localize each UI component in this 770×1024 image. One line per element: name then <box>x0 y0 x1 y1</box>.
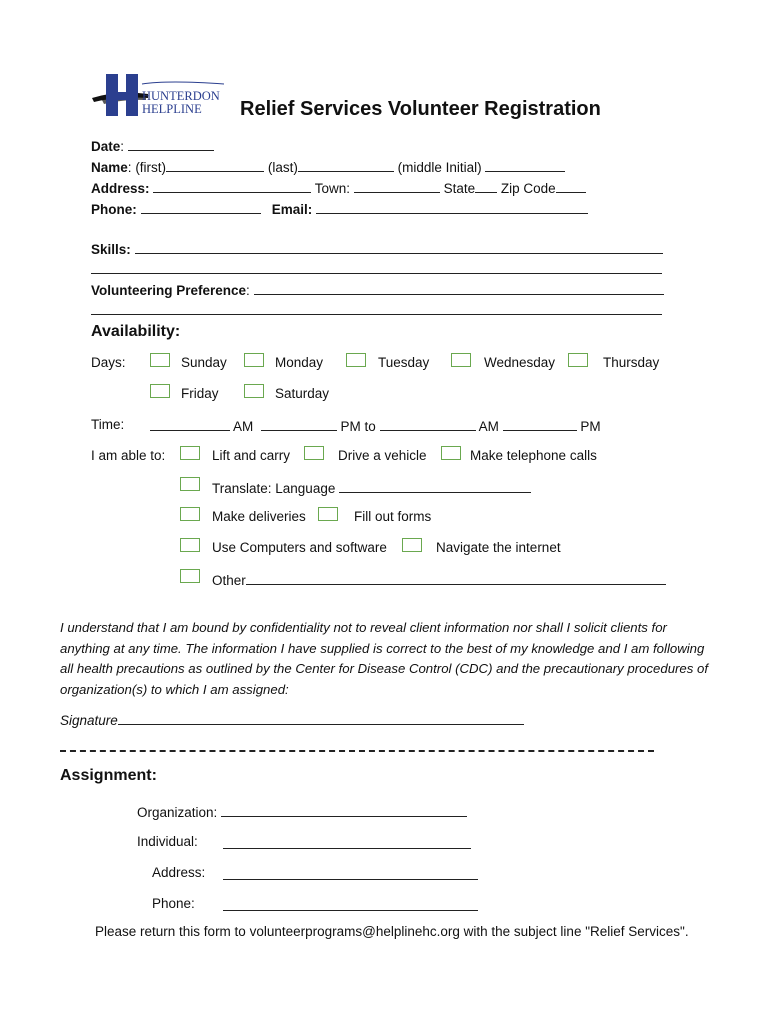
first-name-field[interactable] <box>166 158 264 172</box>
friday-checkbox[interactable] <box>150 384 170 398</box>
preference-row <box>91 281 664 299</box>
other-label: Other <box>212 573 246 588</box>
address-field[interactable] <box>153 179 311 193</box>
hunterdon-helpline-logo <box>88 72 228 122</box>
last-name-field[interactable] <box>298 158 394 172</box>
section-divider <box>60 750 654 752</box>
lift-carry-checkbox[interactable] <box>180 446 200 460</box>
translate-label: Translate: Language <box>212 481 336 496</box>
preference-field[interactable] <box>254 281 664 295</box>
internet-label: Navigate the internet <box>436 540 561 555</box>
deliveries-checkbox[interactable] <box>180 507 200 521</box>
tuesday-label: Tuesday <box>378 355 430 370</box>
page-title: Relief Services Volunteer Registration <box>240 98 601 120</box>
date-colon: : <box>120 139 125 154</box>
middle-initial-label: (middle Initial) <box>397 160 482 175</box>
other-field[interactable] <box>246 571 666 585</box>
preference-field-line-2[interactable] <box>91 314 662 315</box>
individual-field[interactable] <box>223 848 471 849</box>
address-label: Address: <box>91 181 150 196</box>
drive-vehicle-label: Drive a vehicle <box>338 448 427 463</box>
logo-text-helpline: HELPLINE <box>142 102 202 116</box>
language-field[interactable] <box>339 479 531 493</box>
friday-label: Friday <box>181 386 219 401</box>
saturday-label: Saturday <box>275 386 330 401</box>
time-start-pm-field[interactable] <box>261 417 337 431</box>
last-name-label: (last) <box>267 160 298 175</box>
name-label: Name <box>91 160 128 175</box>
time-am-label: AM <box>233 419 254 434</box>
name-row <box>91 158 565 176</box>
time-am-label-2: AM <box>478 419 499 434</box>
confidentiality-statement: I understand that I am bound by confidentiality not to reveal client information nor shall I solicit clients for anything at any time. The information I have supplied is correct to the best of my knowledge and I am following all health precautions as outlined by the Center for Disease Control (CDC) and the precautionary procedures of organization(s) to which I am assigned: <box>60 620 709 697</box>
tuesday-checkbox[interactable] <box>346 353 366 367</box>
signature-row <box>60 711 524 729</box>
internet-checkbox[interactable] <box>402 538 422 552</box>
thursday-label: Thursday <box>603 355 660 370</box>
preference-label: Volunteering Preference <box>91 283 247 298</box>
wednesday-checkbox[interactable] <box>451 353 471 367</box>
signature-label: Signature <box>60 713 118 728</box>
translate-checkbox[interactable] <box>180 477 200 491</box>
telephone-calls-label: Make telephone calls <box>470 448 597 463</box>
organization-label: Organization: <box>137 805 218 820</box>
time-pm-label: PM <box>580 419 601 434</box>
organization-field[interactable] <box>221 803 467 817</box>
time-end-field[interactable] <box>380 417 476 431</box>
time-label: Time: <box>91 417 125 432</box>
skills-label: Skills: <box>91 242 131 257</box>
telephone-calls-checkbox[interactable] <box>441 446 461 460</box>
state-field[interactable] <box>475 179 497 193</box>
time-pm-to-label: PM to <box>340 419 376 434</box>
availability-heading: Availability: <box>91 323 181 340</box>
name-colon: : <box>127 160 132 175</box>
sunday-label: Sunday <box>181 355 227 370</box>
zip-field[interactable] <box>556 179 586 193</box>
address-row <box>91 179 586 197</box>
fill-forms-label: Fill out forms <box>354 509 432 524</box>
time-row <box>150 417 601 435</box>
skills-field[interactable] <box>135 240 663 254</box>
wednesday-label: Wednesday <box>484 355 556 370</box>
date-row <box>91 137 214 155</box>
skills-field-line-2[interactable] <box>91 273 662 274</box>
time-end-pm-field[interactable] <box>503 417 577 431</box>
drive-vehicle-checkbox[interactable] <box>304 446 324 460</box>
date-label: Date <box>91 139 121 154</box>
return-instructions: Please return this form to volunteerprograms@helplinehc.org with the subject line "Relief Services". <box>95 924 689 939</box>
assignment-address-field[interactable] <box>223 879 478 880</box>
computers-label: Use Computers and software <box>212 540 387 555</box>
fill-forms-checkbox[interactable] <box>318 507 338 521</box>
translate-row <box>212 479 531 497</box>
logo-text-hunterdon: HUNTERDON <box>142 89 220 103</box>
email-label: Email: <box>271 202 313 217</box>
monday-label: Monday <box>275 355 324 370</box>
assignment-phone-label: Phone: <box>152 896 195 911</box>
town-field[interactable] <box>354 179 440 193</box>
first-name-label: (first) <box>135 160 167 175</box>
signature-field[interactable] <box>118 711 524 725</box>
preference-colon: : <box>246 283 250 298</box>
lift-carry-label: Lift and carry <box>212 448 291 463</box>
time-start-field[interactable] <box>150 417 230 431</box>
state-label: State <box>443 181 476 196</box>
email-field[interactable] <box>316 200 588 214</box>
organization-row <box>137 803 467 821</box>
computers-checkbox[interactable] <box>180 538 200 552</box>
monday-checkbox[interactable] <box>244 353 264 367</box>
zip-label: Zip Code <box>500 181 556 196</box>
assignment-phone-field[interactable] <box>223 910 478 911</box>
assignment-address-label: Address: <box>152 865 206 880</box>
days-label: Days: <box>91 355 126 370</box>
middle-initial-field[interactable] <box>485 158 565 172</box>
town-label: Town: <box>314 181 351 196</box>
able-label: I am able to: <box>91 448 166 463</box>
phone-field[interactable] <box>141 200 261 214</box>
other-row <box>212 571 666 589</box>
individual-label: Individual: <box>137 834 198 849</box>
thursday-checkbox[interactable] <box>568 353 588 367</box>
phone-label: Phone: <box>91 202 137 217</box>
other-checkbox[interactable] <box>180 569 200 583</box>
assignment-heading: Assignment: <box>60 767 157 784</box>
skills-row <box>91 240 663 258</box>
deliveries-label: Make deliveries <box>212 509 306 524</box>
saturday-checkbox[interactable] <box>244 384 264 398</box>
sunday-checkbox[interactable] <box>150 353 170 367</box>
phone-email-row <box>91 200 588 218</box>
date-field[interactable] <box>128 137 214 151</box>
